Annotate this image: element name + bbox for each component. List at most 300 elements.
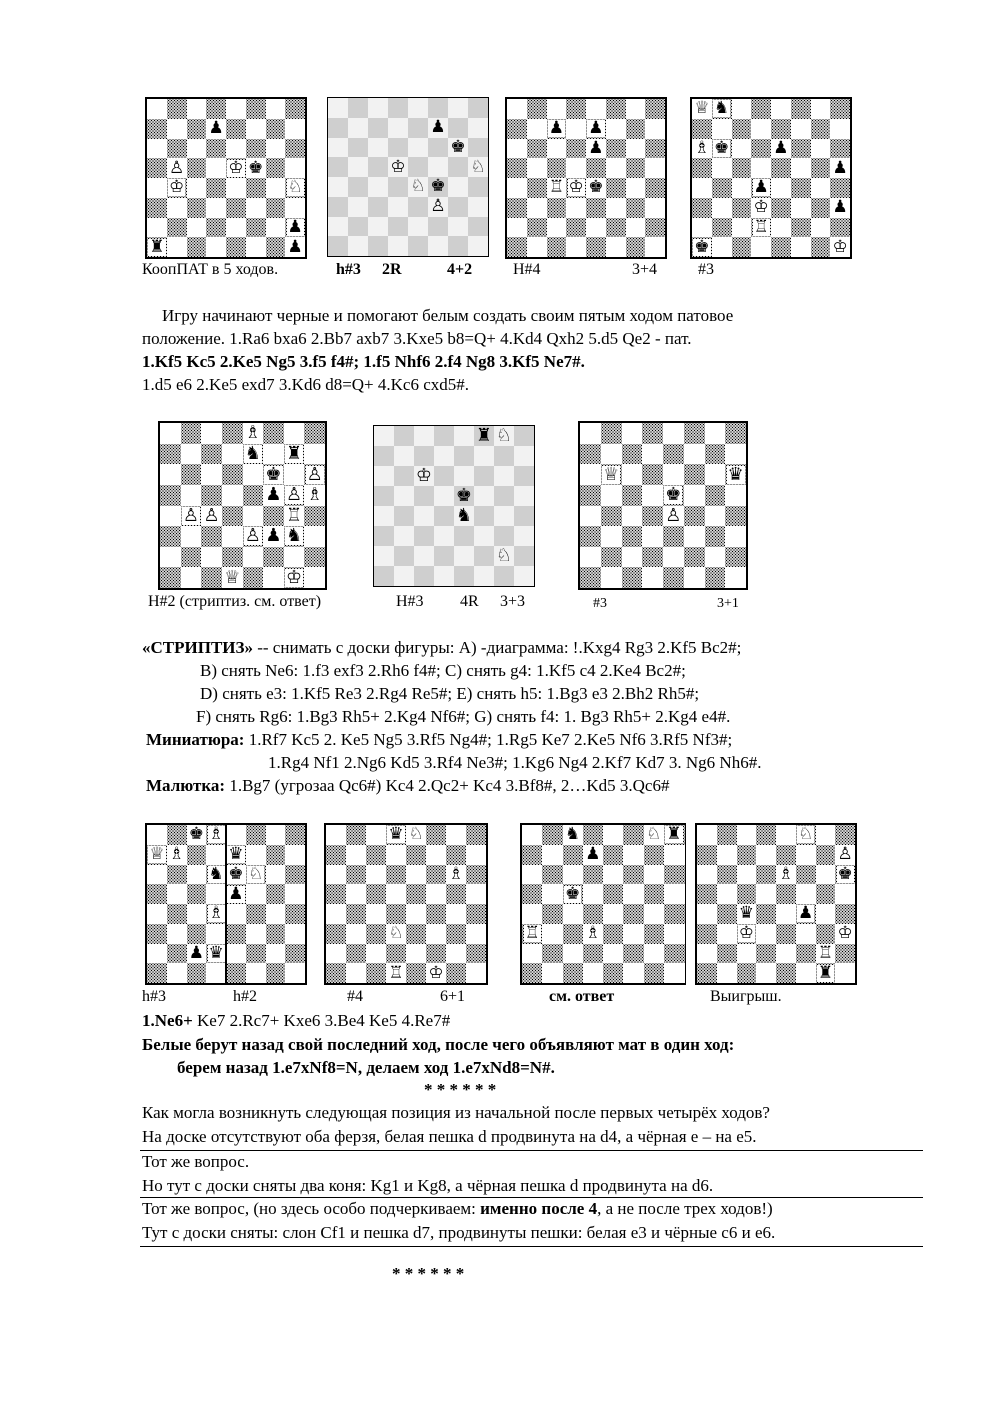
- board-square: [542, 904, 563, 924]
- board-square: [246, 178, 266, 198]
- board-square: [776, 845, 796, 865]
- board-square: [771, 119, 791, 139]
- board-square: [645, 198, 665, 218]
- white-pawn-icon: ♙: [182, 504, 199, 526]
- board-square: [187, 158, 207, 178]
- black-pawn-icon: ♟: [832, 197, 848, 218]
- board-square: [466, 944, 486, 964]
- black-pawn-icon: ♟: [832, 157, 848, 178]
- board-square: [147, 178, 167, 198]
- board-square: [346, 904, 366, 924]
- board-square: [642, 506, 663, 527]
- board-square: [368, 197, 388, 217]
- board-square: [448, 177, 468, 197]
- board-square: [266, 218, 286, 238]
- board-square: [816, 884, 836, 904]
- question-text-line: Но тут с доски сняты два коня: Kg1 и Kg8, а чёрная пешка d продвинута на d6.: [142, 1176, 714, 1195]
- board-square: [187, 139, 207, 159]
- diagram-9-stipulation: #4: [347, 988, 363, 1005]
- board-square: [414, 566, 434, 586]
- diagram-7-stipulation: #3: [593, 596, 607, 611]
- board-square: [160, 506, 181, 527]
- white-king-icon: ♔: [568, 177, 584, 198]
- board-square: [206, 139, 226, 159]
- board-square: [601, 485, 622, 506]
- board-square: [374, 506, 394, 526]
- board-square: [623, 825, 644, 845]
- board-square: [697, 904, 717, 924]
- board-square: [408, 98, 428, 118]
- board-square: [705, 464, 726, 485]
- white-queen-icon: ♕: [694, 98, 710, 119]
- board-square: [644, 865, 665, 885]
- board-square: [542, 944, 563, 964]
- board-square: [167, 99, 187, 119]
- divider-line: [140, 1150, 923, 1151]
- board-square: [285, 825, 305, 845]
- board-square: [222, 547, 243, 568]
- board-square: [406, 944, 426, 964]
- board-square: [206, 99, 226, 119]
- board-square: [266, 944, 286, 964]
- board-square: [406, 904, 426, 924]
- board-square: [201, 547, 222, 568]
- board-square: [201, 464, 222, 485]
- board-square: [644, 944, 665, 964]
- black-queen-icon: ♛: [738, 903, 754, 924]
- white-bishop-icon: ♗: [169, 844, 185, 865]
- board-square: [712, 178, 732, 198]
- board-square: [771, 218, 791, 238]
- board-square: [434, 506, 454, 526]
- white-king-icon: ♔: [415, 465, 433, 486]
- board-square: [542, 884, 563, 904]
- board-square: [664, 963, 685, 983]
- board-square: [226, 178, 246, 198]
- white-pawn-icon: ♙: [203, 504, 220, 526]
- board-square: [645, 178, 665, 198]
- black-pawn-icon: ♟: [228, 883, 244, 904]
- board-square: [434, 546, 454, 566]
- black-king-icon: ♚: [588, 177, 604, 198]
- diagram-3-stipulation: H#4: [513, 261, 541, 278]
- board-square: [796, 865, 816, 885]
- board-square: [527, 119, 547, 139]
- board-square: [147, 99, 167, 119]
- white-knight-icon: ♘: [495, 425, 513, 446]
- board-square: [514, 566, 534, 586]
- board-square: [187, 99, 207, 119]
- board-square: [725, 567, 746, 588]
- board-square: [732, 218, 752, 238]
- board-square: [147, 825, 167, 845]
- board-square: [791, 237, 811, 257]
- board-square: [603, 825, 624, 845]
- board-square: [187, 845, 207, 865]
- board-square: [601, 506, 622, 527]
- board-square: [394, 466, 414, 486]
- board-square: [468, 118, 488, 138]
- board-square: [206, 884, 226, 904]
- board-square: [266, 884, 286, 904]
- board-square: [642, 567, 663, 588]
- diagram-11-caption: Выигрыш.: [710, 988, 782, 1005]
- board-square: [603, 944, 624, 964]
- board-square: [160, 423, 181, 444]
- board-square: [446, 944, 466, 964]
- board-square: [622, 547, 643, 568]
- board-square: [284, 464, 305, 485]
- board-square: [285, 99, 305, 119]
- board-square: [187, 924, 207, 944]
- board-square: [474, 546, 494, 566]
- board-square: [494, 446, 514, 466]
- board-square: [601, 423, 622, 444]
- board-square: [246, 99, 266, 119]
- board-square: [712, 237, 732, 257]
- board-square: [830, 178, 850, 198]
- board-square: [811, 198, 831, 218]
- solution-text-line: F) снять Rg6: 1.Bg3 Rh5+ 2.Kg4 Nf6#; G) снять f4: 1. Bg3 Rh5+ 2.Kg4 e4#.: [196, 707, 731, 726]
- board-square: [222, 464, 243, 485]
- white-bishop-icon: ♗: [694, 137, 710, 158]
- board-square: [468, 138, 488, 158]
- board-square: [622, 464, 643, 485]
- board-square: [284, 547, 305, 568]
- board-square: [796, 884, 816, 904]
- board-square: [263, 444, 284, 465]
- board-square: [448, 217, 468, 237]
- white-king-icon: ♔: [390, 156, 406, 177]
- board-square: [751, 237, 771, 257]
- board-square: [547, 218, 567, 238]
- divider-line: [140, 1197, 923, 1198]
- board-square: [414, 446, 434, 466]
- board-square: [328, 236, 348, 256]
- board-square: [606, 139, 626, 159]
- solution-text-line: Игру начинают черные и помогают белым создать своим пятым ходом патовое: [162, 306, 734, 325]
- board-square: [644, 963, 665, 983]
- board-square: [623, 904, 644, 924]
- board-square: [160, 526, 181, 547]
- diagram-8-caption-right: h#2: [233, 988, 257, 1005]
- board-square: [626, 198, 646, 218]
- board-square: [187, 865, 207, 885]
- board-square: [771, 178, 791, 198]
- board-square: [368, 157, 388, 177]
- board-square: [434, 426, 454, 446]
- board-square: [434, 466, 454, 486]
- board-square: [326, 963, 346, 983]
- board-square: [304, 526, 325, 547]
- board-square: [626, 158, 646, 178]
- board-square: [732, 139, 752, 159]
- board-square: [527, 139, 547, 159]
- board-square: [712, 218, 732, 238]
- board-square: [566, 198, 586, 218]
- board-square: [374, 446, 394, 466]
- board-square: [266, 237, 286, 257]
- board-square: [684, 506, 705, 527]
- board-square: [663, 464, 684, 485]
- board-square: [181, 423, 202, 444]
- board-square: [446, 884, 466, 904]
- white-bishop-icon: ♗: [585, 923, 601, 944]
- chess-diagram-7: [578, 421, 748, 590]
- board-square: [328, 197, 348, 217]
- board-square: [751, 139, 771, 159]
- board-square: [684, 485, 705, 506]
- board-square: [368, 236, 388, 256]
- board-square: [243, 485, 264, 506]
- black-rook-icon: ♜: [475, 425, 493, 446]
- white-king-icon: ♔: [169, 177, 185, 198]
- board-square: [346, 944, 366, 964]
- board-square: [428, 157, 448, 177]
- board-square: [811, 218, 831, 238]
- board-square: [692, 119, 712, 139]
- board-square: [446, 904, 466, 924]
- board-square: [776, 825, 796, 845]
- board-square: [222, 506, 243, 527]
- board-square: [266, 158, 286, 178]
- board-square: [394, 486, 414, 506]
- board-square: [246, 119, 266, 139]
- board-square: [388, 197, 408, 217]
- board-square: [285, 884, 305, 904]
- board-square: [348, 217, 368, 237]
- black-king-icon: ♚: [565, 883, 581, 904]
- board-square: [796, 924, 816, 944]
- black-king-icon: ♚: [455, 485, 473, 506]
- board-square: [563, 924, 584, 944]
- board-square: [328, 118, 348, 138]
- board-square: [642, 526, 663, 547]
- board-square: [181, 567, 202, 588]
- black-king-icon: ♚: [665, 484, 682, 506]
- board-square: [547, 99, 567, 119]
- board-square: [583, 944, 604, 964]
- board-square: [374, 466, 394, 486]
- board-square: [606, 158, 626, 178]
- board-square: [167, 904, 187, 924]
- board-square: [326, 904, 346, 924]
- board-square: [697, 845, 717, 865]
- board-square: [816, 845, 836, 865]
- board-square: [426, 825, 446, 845]
- board-square: [394, 526, 414, 546]
- board-square: [811, 119, 831, 139]
- board-square: [705, 485, 726, 506]
- board-square: [642, 485, 663, 506]
- board-square: [160, 444, 181, 465]
- black-pawn-icon: ♟: [548, 118, 564, 139]
- board-square: [737, 963, 757, 983]
- solution-text-line: 1.d5 e6 2.Ke5 exd7 3.Kd6 d8=Q+ 4.Kc6 cxd5#.: [142, 375, 470, 394]
- board-square: [160, 547, 181, 568]
- board-square: [285, 158, 305, 178]
- board-square: [542, 924, 563, 944]
- board-square: [201, 485, 222, 506]
- board-square: [201, 444, 222, 465]
- board-square: [366, 865, 386, 885]
- board-square: [388, 118, 408, 138]
- board-square: [717, 963, 737, 983]
- board-square: [522, 944, 543, 964]
- board-square: [645, 158, 665, 178]
- board-square: [454, 546, 474, 566]
- board-square: [446, 963, 466, 983]
- board-square: [756, 865, 776, 885]
- board-square: [737, 865, 757, 885]
- white-pawn-icon: ♙: [169, 157, 185, 178]
- board-square: [725, 444, 746, 465]
- board-square: [791, 178, 811, 198]
- board-square: [181, 526, 202, 547]
- board-square: [147, 884, 167, 904]
- chess-diagram-8: [145, 823, 307, 985]
- diagram-6-stipulation: H#3: [396, 593, 424, 610]
- board-square: [791, 99, 811, 119]
- board-square: [348, 177, 368, 197]
- board-square: [366, 884, 386, 904]
- chess-diagram-10: [520, 823, 686, 985]
- board-square: [645, 139, 665, 159]
- board-square: [304, 567, 325, 588]
- board-square: [348, 118, 368, 138]
- board-square: [206, 237, 226, 257]
- solution-text-line: [146, 776, 669, 796]
- chess-diagram-9: [324, 823, 488, 985]
- solution-text-line: [146, 730, 732, 750]
- board-square: [645, 119, 665, 139]
- board-square: [514, 486, 534, 506]
- board-square: [507, 237, 527, 257]
- board-square: [406, 845, 426, 865]
- board-square: [732, 178, 752, 198]
- board-square: [514, 426, 534, 446]
- board-square: [167, 944, 187, 964]
- board-square: [266, 845, 286, 865]
- board-square: [776, 884, 796, 904]
- board-square: [243, 567, 264, 588]
- board-square: [835, 884, 855, 904]
- board-square: [346, 845, 366, 865]
- board-square: [394, 426, 414, 446]
- board-square: [684, 526, 705, 547]
- board-square: [388, 217, 408, 237]
- board-square: [580, 423, 601, 444]
- black-rook-icon: ♜: [817, 962, 833, 983]
- board-square: [328, 177, 348, 197]
- board-square: [388, 98, 408, 118]
- board-square: [428, 217, 448, 237]
- board-square: [796, 845, 816, 865]
- board-square: [623, 963, 644, 983]
- board-square: [583, 963, 604, 983]
- board-square: [606, 237, 626, 257]
- diagram-3-piece-count: 3+4: [632, 261, 658, 278]
- board-square: [246, 884, 266, 904]
- board-square: [644, 904, 665, 924]
- board-square: [664, 865, 685, 885]
- board-square: [468, 217, 488, 237]
- board-square: [246, 218, 266, 238]
- black-pawn-icon: ♟: [430, 117, 446, 138]
- black-king-icon: ♚: [248, 157, 264, 178]
- board-square: [507, 218, 527, 238]
- board-square: [527, 178, 547, 198]
- board-square: [160, 485, 181, 506]
- question-emphasis: именно после 4: [480, 1199, 598, 1218]
- board-square: [454, 566, 474, 586]
- striptease-label: «СТРИПТИЗ»: [142, 638, 253, 657]
- board-square: [756, 944, 776, 964]
- board-square: [263, 506, 284, 527]
- board-square: [226, 237, 246, 257]
- board-square: [434, 566, 454, 586]
- board-square: [664, 904, 685, 924]
- board-square: [623, 845, 644, 865]
- board-square: [246, 237, 266, 257]
- board-square: [697, 963, 717, 983]
- black-pawn-icon: ♟: [588, 137, 604, 158]
- board-square: [514, 506, 534, 526]
- board-square: [366, 944, 386, 964]
- board-square: [697, 944, 717, 964]
- board-square: [466, 904, 486, 924]
- white-knight-icon: ♘: [495, 545, 513, 566]
- board-square: [328, 98, 348, 118]
- board-square: [326, 845, 346, 865]
- question-text-line: На доске отсутствуют оба ферзя, белая пешка d продвинута на d4, а чёрная е – на е5.: [142, 1127, 757, 1146]
- board-square: [622, 526, 643, 547]
- board-square: [547, 198, 567, 218]
- board-square: [697, 884, 717, 904]
- board-square: [394, 546, 414, 566]
- board-square: [527, 158, 547, 178]
- board-square: [226, 119, 246, 139]
- board-square: [374, 486, 394, 506]
- board-square: [326, 825, 346, 845]
- board-square: [187, 178, 207, 198]
- board-square: [446, 825, 466, 845]
- board-square: [348, 197, 368, 217]
- white-knight-icon: ♘: [410, 176, 426, 197]
- divider-line: [140, 1246, 923, 1247]
- white-king-icon: ♔: [738, 923, 754, 944]
- board-square: [756, 884, 776, 904]
- board-square: [811, 99, 831, 119]
- board-square: [285, 198, 305, 218]
- retro-task-text: Белые берут назад свой последний ход, после чего объявляют мат в один ход:: [142, 1035, 735, 1054]
- board-square: [346, 963, 366, 983]
- board-square: [737, 825, 757, 845]
- board-square: [201, 567, 222, 588]
- board-square: [304, 506, 325, 527]
- board-square: [725, 547, 746, 568]
- black-king-icon: ♚: [837, 863, 853, 884]
- diagram-2-extra: 2R: [382, 261, 402, 278]
- board-square: [285, 924, 305, 944]
- board-square: [811, 178, 831, 198]
- board-square: [222, 526, 243, 547]
- board-square: [454, 526, 474, 546]
- board-square: [717, 924, 737, 944]
- white-knight-icon: ♘: [798, 824, 814, 845]
- board-square: [226, 924, 246, 944]
- board-square: [580, 444, 601, 465]
